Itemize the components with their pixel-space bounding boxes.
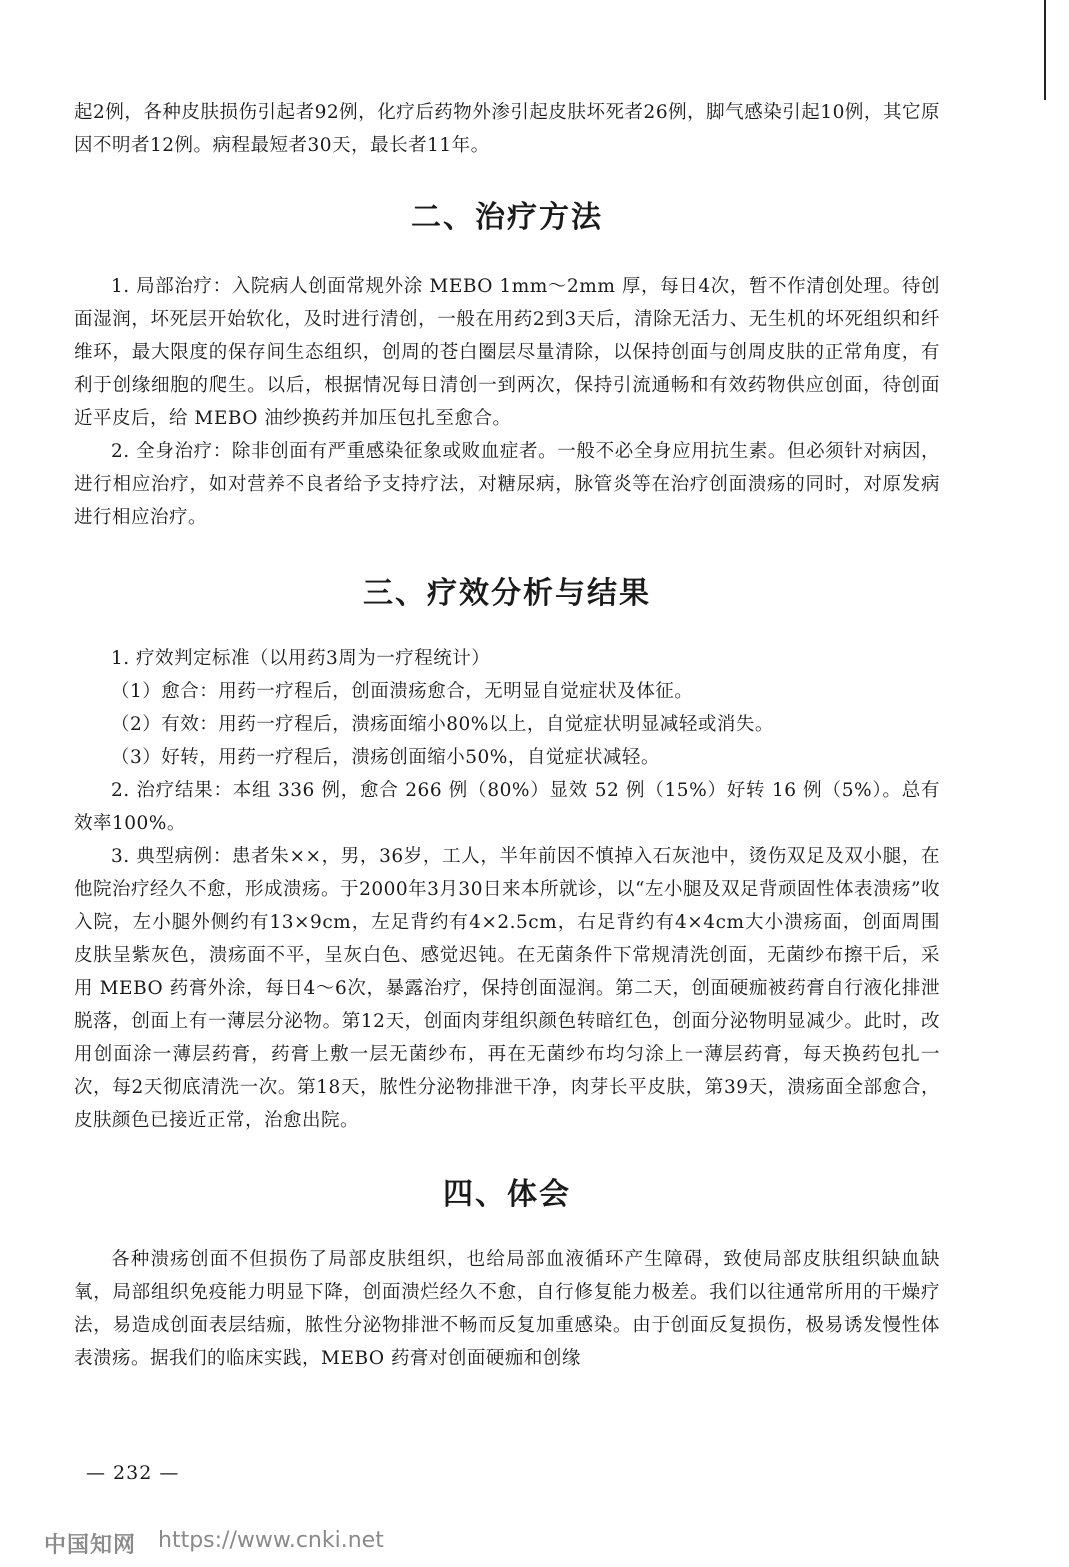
criteria-line: （3）好转，用药一疗程后，溃疡创面缩小50%，自觉症状减轻。	[111, 747, 660, 768]
criteria-line: （1）愈合：用药一疗程后，创面溃疡愈合，无明显自觉症状及体征。	[111, 681, 694, 702]
section-heading-experience: 四、体会	[443, 1177, 571, 1212]
paragraph-systemic-treatment: 2. 全身治疗：除非创面有严重感染征象或败血症者。一般不必全身应用抗生素。但必须针对病因，进行相应治疗，如对营养不良者给予支持疗法，对糖尿病，脉管炎等在治疗创面溃疡的同时，对原发病进行相应治疗。	[74, 441, 940, 528]
criteria-line: （2）有效：用药一疗程后，溃疡面缩小80%以上，自觉症状明显减轻或消失。	[111, 714, 774, 735]
paragraph-typical-case: 3. 典型病例：患者朱××，男，36岁，工人，半年前因不慎掉入石灰池中，烫伤双足及双小腿，在他院治疗经久不愈，形成溃疡。于2000年3月30日来本所就诊，以“左小腿及双足背顽固性体表溃疡”收入院，左小腿外侧约有13×9cm，左足背约有4×2.5cm，右足背约有4×4cm大小溃疡面，创面周围皮肤呈紫灰色，溃疡面不平，呈灰白色、感觉迟钝。在无菌条件下常规清洗创面，无菌纱布擦干后，采用 MEBO 药膏外涂，每日4～6次，暴露治疗，保持创面湿润。第二天，创面硬痂被药膏自行液化排泄脱落，创面上有一薄层分泌物。第12天，创面肉芽组织颜色转暗红色，创面分泌物明显减少。此时，改用创面涂一薄层药膏，药膏上敷一层无菌纱布，再在无菌纱布均匀涂上一薄层药膏，每天换药包扎一次，每2天彻底清洗一次。第18天，脓性分泌物排泄干净，肉芽长平皮肤，第39天，溃疡面全部愈合，皮肤颜色已接近正常，治愈出院。	[74, 846, 940, 1131]
document-body	[74, 96, 940, 1375]
paragraph-experience: 各种溃疡创面不但损伤了局部皮肤组织，也给局部血液循环产生障碍，致使局部皮肤组织缺血缺氧，局部组织免疫能力明显下降，创面溃烂经久不愈，自行修复能力极差。我们以往通常所用的干燥疗法，易造成创面表层结痂，脓性分泌物排泄不畅而反复加重感染。由于创面反复损伤，极易诱发慢性体表溃疡。据我们的临床实践，MEBO 药膏对创面硬痂和创缘	[74, 1249, 940, 1369]
criteria-line: 1. 疗效判定标准（以用药3周为一疗程统计）	[111, 648, 491, 669]
paragraph-treatment-results: 2. 治疗结果：本组 336 例，愈合 266 例（80%）显效 52 例（15%）好转 16 例（5%）。总有效率100%。	[74, 780, 940, 834]
watermark-brand: 中国知网	[44, 1533, 137, 1558]
paragraph-local-treatment: 1. 局部治疗：入院病人创面常规外涂 MEBO 1mm～2mm 厚，每日4次，暂不作清创处理。待创面湿润，坏死层开始软化，及时进行清创，一般在用药2到3天后，清除无活力、无生机的坏死组织和纤维环，最大限度的保存间生态组织，创周的苍白圈层尽量清除，以保持创面与创周皮肤的正常角度，有利于创缘细胞的爬生。以后，根据情况每日清创一到两次，保持引流通畅和有效药物供应创面，待创面近平皮后，给 MEBO 油纱换药并加压包扎至愈合。	[74, 276, 940, 429]
section-heading-treatment: 二、治疗方法	[411, 200, 603, 235]
watermark-url: https://www.cnki.net	[158, 1528, 384, 1553]
section-heading-results: 三、疗效分析与结果	[363, 576, 651, 611]
watermark	[44, 1528, 384, 1559]
page-edge-line	[1044, 0, 1046, 100]
intro-paragraph: 起2例，各种皮肤损伤引起者92例，化疗后药物外渗引起皮肤坏死者26例，脚气感染引起10例，其它原因不明者12例。病程最短者30天，最长者11年。	[74, 102, 940, 156]
page-number: — 232 —	[86, 1462, 180, 1484]
